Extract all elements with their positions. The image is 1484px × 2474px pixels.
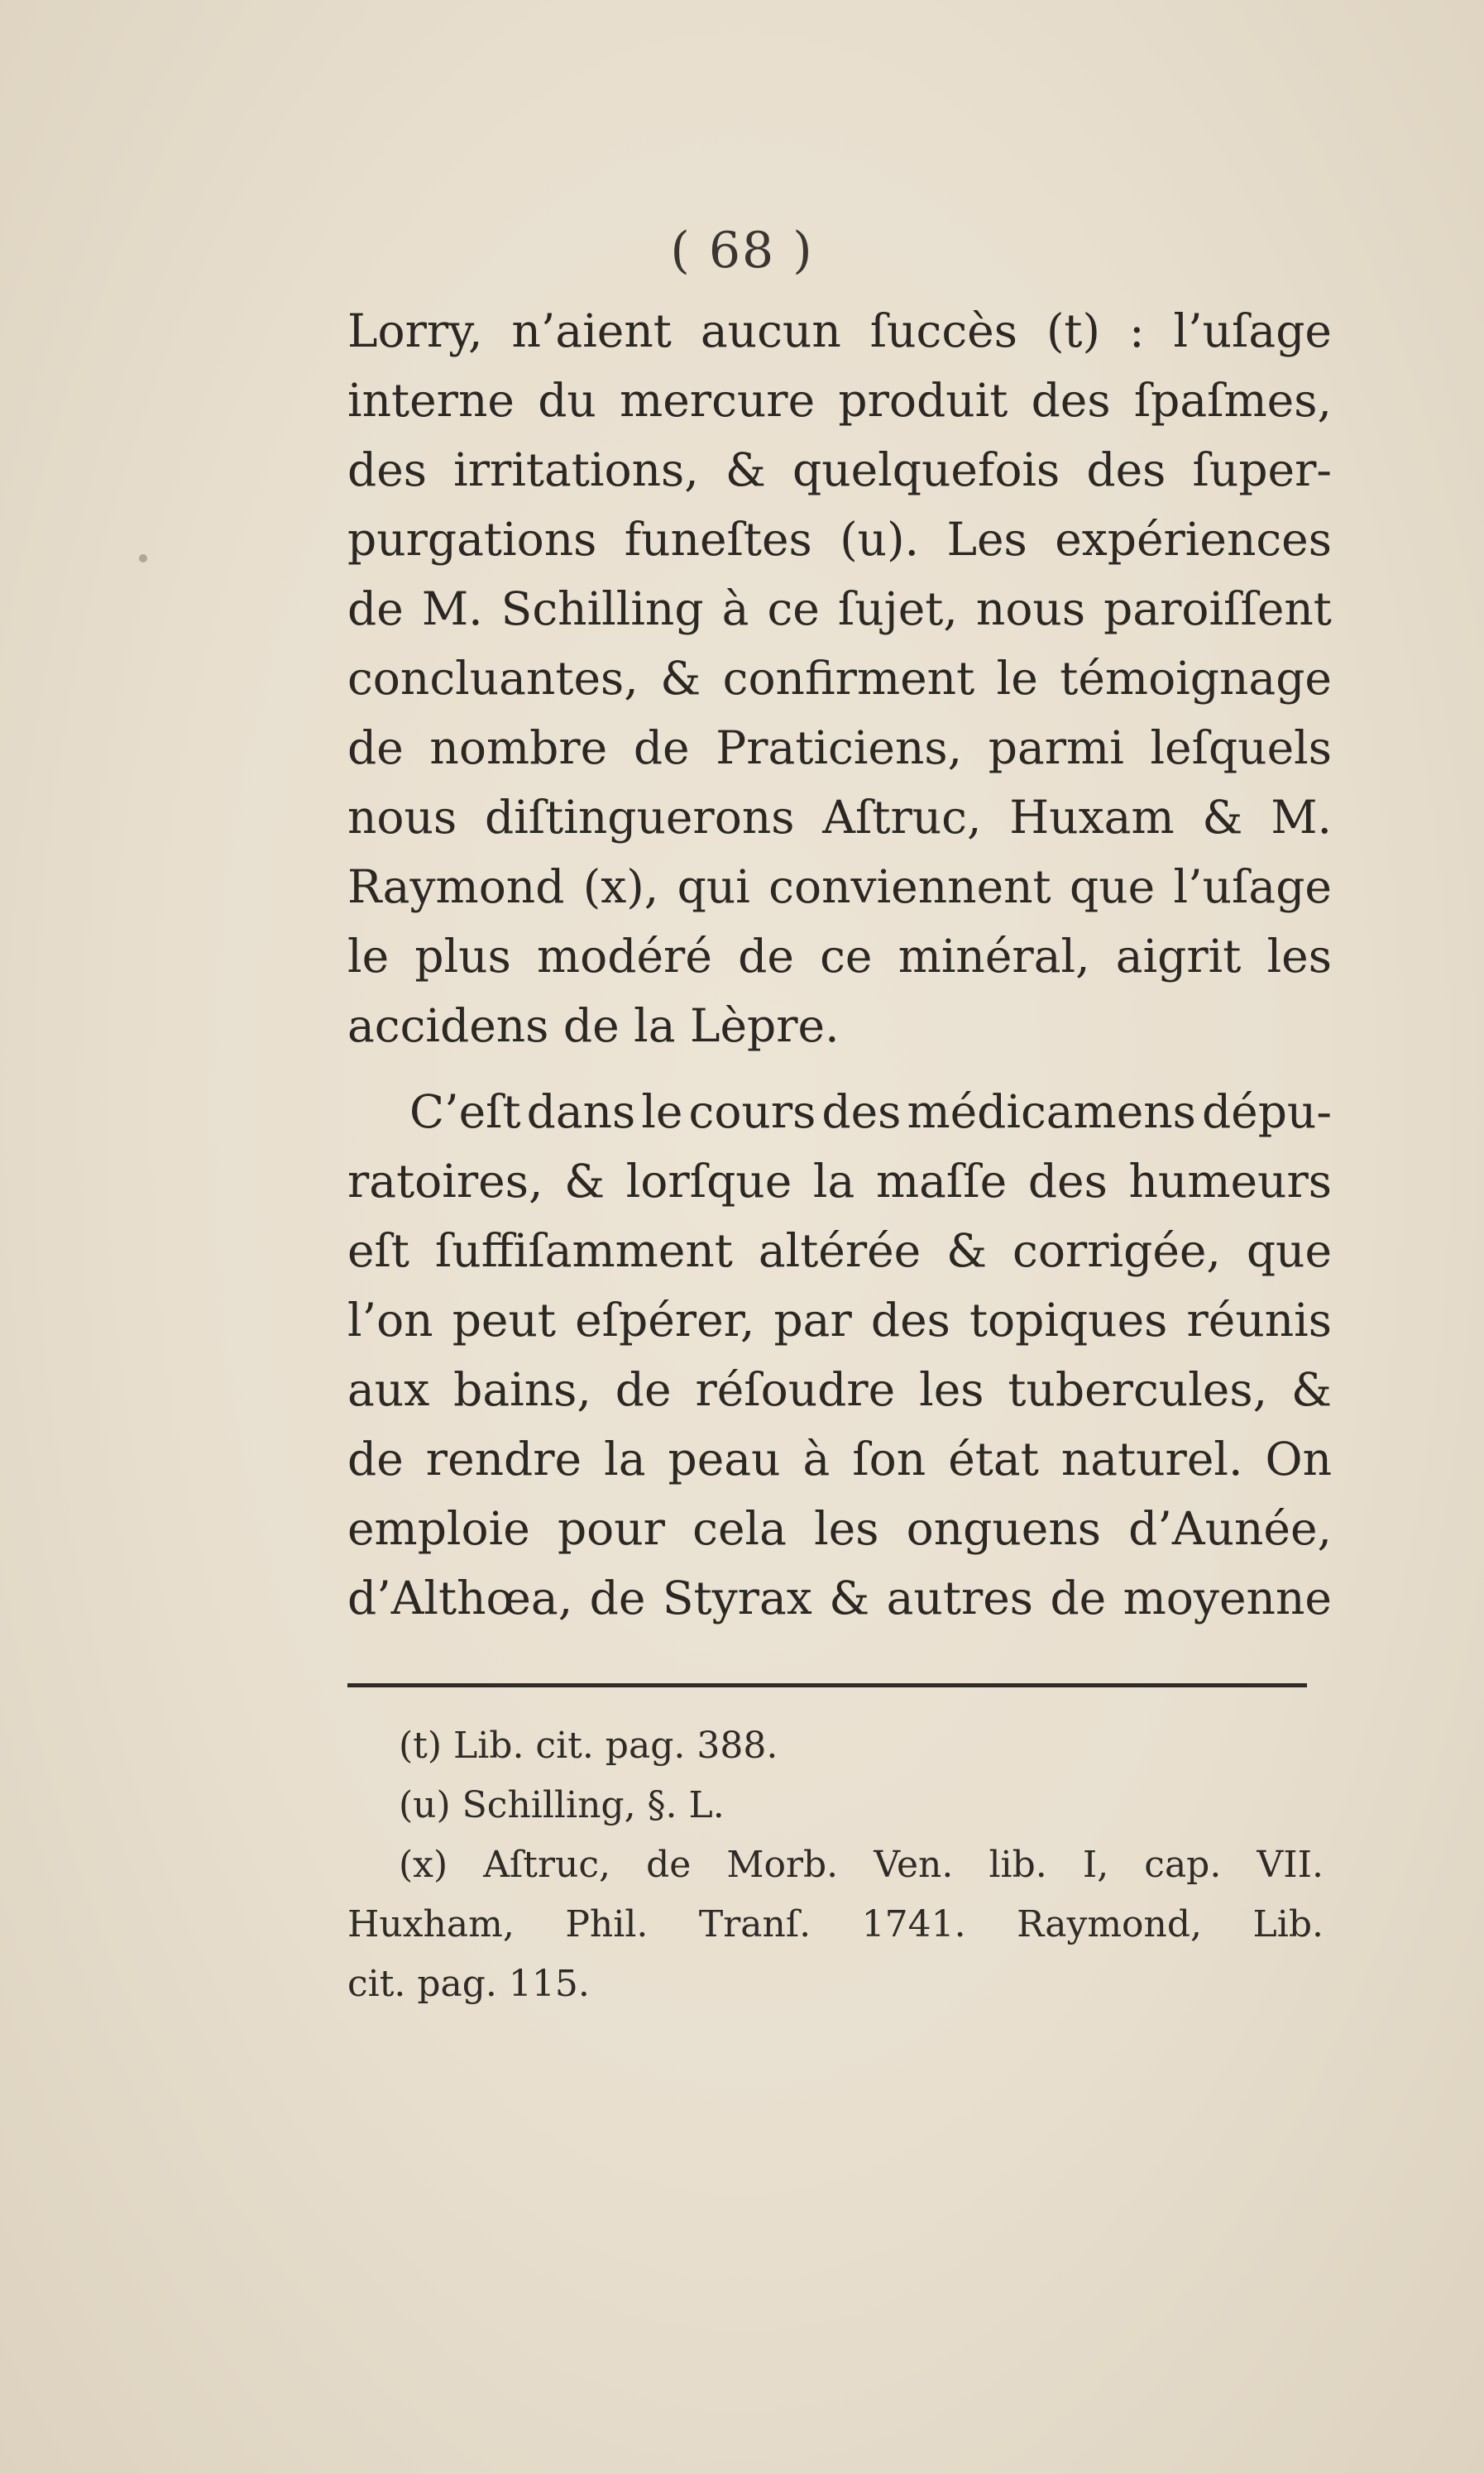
word: concluantes, [347, 652, 639, 705]
word: : [1129, 304, 1145, 357]
word: cours [688, 1085, 816, 1138]
word: des [1086, 443, 1166, 496]
word: le [347, 930, 390, 983]
footnote-x-continued [347, 1895, 1324, 1955]
word: parmi [988, 721, 1124, 774]
footnote-t: (t) Lib. cit. pag. 388. [399, 1725, 778, 1767]
word: ſuffiſamment [434, 1224, 733, 1277]
word: le [641, 1085, 683, 1138]
word: Morb. [726, 1844, 839, 1886]
word: Lorry, [347, 304, 483, 357]
word: & [725, 443, 766, 496]
text-line [347, 574, 1332, 644]
text-line [347, 1216, 1332, 1285]
word: dans [526, 1085, 636, 1138]
word: aigrit [1115, 930, 1242, 983]
word: Raymond, [1017, 1903, 1203, 1945]
text-line [347, 366, 1332, 435]
word: des [1031, 374, 1111, 427]
word: minéral, [898, 930, 1090, 983]
text-line: accidens de la Lèpre. [347, 999, 840, 1052]
word: plus [414, 930, 511, 983]
word: l’on [347, 1294, 433, 1347]
footnote-x-end: cit. pag. 115. [347, 1963, 590, 2005]
word: cela [692, 1502, 787, 1555]
word: onguens [906, 1502, 1101, 1555]
word: funeſtes [624, 513, 812, 566]
word: que [1070, 860, 1156, 913]
word: pour [557, 1502, 665, 1555]
word: Styrax [662, 1572, 812, 1625]
word: les [919, 1363, 984, 1416]
word: lib. [989, 1844, 1047, 1886]
word: Les [946, 513, 1027, 566]
text-line [347, 1285, 1332, 1355]
word: ce [820, 930, 873, 983]
word: emploie [347, 1502, 530, 1555]
word: peut [452, 1294, 556, 1347]
word: de [347, 582, 404, 635]
word: I, [1082, 1844, 1109, 1886]
word: n’aient [511, 304, 672, 357]
word: tubercules, [1008, 1363, 1268, 1416]
text-line [347, 1077, 1332, 1146]
word: de [347, 1433, 404, 1486]
word: conviennent [768, 860, 1051, 913]
word: mercure [620, 374, 816, 427]
word: & [829, 1572, 870, 1625]
footnote-x [347, 1835, 1324, 1895]
word: de [589, 1572, 646, 1625]
text-line [347, 505, 1332, 574]
footnote-u: (u) Schilling, §. L. [399, 1784, 725, 1826]
word: & [1290, 1363, 1332, 1416]
word: aucun [700, 304, 841, 357]
word: VII. [1257, 1844, 1324, 1886]
word: à [802, 1433, 831, 1486]
word: Aſtruc, [822, 791, 982, 844]
text-line [347, 435, 1332, 505]
word: la [812, 1155, 855, 1208]
word: & [946, 1224, 988, 1277]
word: ce [767, 582, 820, 635]
word: & [660, 652, 701, 705]
word: Ven. [874, 1844, 954, 1886]
word: l’uſage [1173, 304, 1332, 357]
word: autres [886, 1572, 1034, 1625]
text-line [347, 782, 1332, 852]
word: des [821, 1085, 902, 1138]
word: ſuper- [1192, 443, 1332, 496]
word: aux [347, 1363, 430, 1416]
word: ratoires, [347, 1155, 543, 1208]
word: des [347, 443, 427, 496]
word: réſoudre [695, 1363, 896, 1416]
word: témoignage [1060, 652, 1332, 705]
word: confirment [722, 652, 975, 705]
word: Huxham, [347, 1903, 515, 1945]
word: les [1266, 930, 1332, 983]
text-line [347, 644, 1332, 713]
word: ſpaſmes, [1133, 374, 1332, 427]
word: le [996, 652, 1038, 705]
word: (x), [582, 860, 659, 913]
word: cap. [1144, 1844, 1222, 1886]
word: eſt [347, 1224, 410, 1277]
word: purgations [347, 513, 597, 566]
word: maſſe [875, 1155, 1008, 1208]
word: Aſtruc, [483, 1844, 610, 1886]
word: l’uſage [1173, 860, 1332, 913]
word: M. [421, 582, 483, 635]
word: Huxam [1009, 791, 1175, 844]
word: du [538, 374, 596, 427]
word: paroiſſent [1103, 582, 1332, 635]
word: & [1202, 791, 1243, 844]
word: produit [838, 374, 1008, 427]
text-line [347, 1355, 1332, 1424]
word: à [721, 582, 749, 635]
page-number: ( 68 ) [670, 222, 814, 280]
word: altérée [758, 1224, 922, 1277]
word: de [738, 930, 794, 983]
word: de [615, 1363, 672, 1416]
word: & [564, 1155, 606, 1208]
word: réunis [1186, 1294, 1332, 1347]
word: Tranſ. [698, 1903, 811, 1945]
word: expériences [1055, 513, 1332, 566]
word: humeurs [1128, 1155, 1332, 1208]
word: moyenne [1123, 1572, 1332, 1625]
word: nous [347, 791, 457, 844]
word: naturel. [1060, 1433, 1243, 1486]
text-line [347, 713, 1332, 782]
word: interne [347, 374, 515, 427]
word: des [870, 1294, 950, 1347]
word: médicamens [907, 1085, 1196, 1138]
word: par [773, 1294, 852, 1347]
word: 1741. [861, 1903, 966, 1945]
word: que [1246, 1224, 1332, 1277]
word: corrigée, [1012, 1224, 1221, 1277]
word: diſtinguerons [484, 791, 795, 844]
word: Phil. [565, 1903, 649, 1945]
word: état [948, 1433, 1039, 1486]
word: d’Althœa, [347, 1572, 573, 1625]
word: (t) [1046, 304, 1100, 357]
word: lorſque [625, 1155, 792, 1208]
word: qui [677, 860, 750, 913]
word: leſquels [1150, 721, 1332, 774]
word: C’eſt [409, 1085, 521, 1138]
word: M. [1271, 791, 1332, 844]
word: les [814, 1502, 879, 1555]
word: eſpérer, [575, 1294, 755, 1347]
footnotes [347, 1716, 1324, 2014]
footnote-divider [347, 1683, 1307, 1687]
word: peau [668, 1433, 781, 1486]
word: la [604, 1433, 646, 1486]
word: rendre [425, 1433, 582, 1486]
word: modéré [537, 930, 712, 983]
word: Lib. [1252, 1903, 1324, 1945]
paper-speck [139, 554, 147, 562]
text-line [347, 852, 1332, 921]
word: de [1050, 1572, 1107, 1625]
text-line [347, 921, 1332, 991]
word: de [646, 1844, 692, 1886]
text-line [347, 296, 1332, 366]
word: ſuccès [869, 304, 1017, 357]
main-text [347, 296, 1332, 1633]
word: bains, [453, 1363, 591, 1416]
word: topiques [969, 1294, 1168, 1347]
word: de [633, 721, 690, 774]
word: irritations, [453, 443, 699, 496]
word: ſon [852, 1433, 926, 1486]
word: Schilling [500, 582, 704, 635]
text-line [347, 1563, 1332, 1633]
word: ſujet, [837, 582, 958, 635]
word: d’Aunée, [1128, 1502, 1332, 1555]
word: nous [975, 582, 1086, 635]
word: Praticiens, [716, 721, 963, 774]
paragraph-gap [347, 1060, 1332, 1077]
word: (x) [399, 1844, 448, 1886]
word: dépu- [1201, 1085, 1332, 1138]
word: de [347, 721, 404, 774]
text-line [347, 1424, 1332, 1494]
word: des [1027, 1155, 1108, 1208]
word: On [1265, 1433, 1332, 1486]
word: Raymond [347, 860, 565, 913]
word: nombre [429, 721, 608, 774]
text-line [347, 1494, 1332, 1563]
text-line [347, 1146, 1332, 1216]
word: quelquefois [792, 443, 1060, 496]
word: (u). [840, 513, 920, 566]
